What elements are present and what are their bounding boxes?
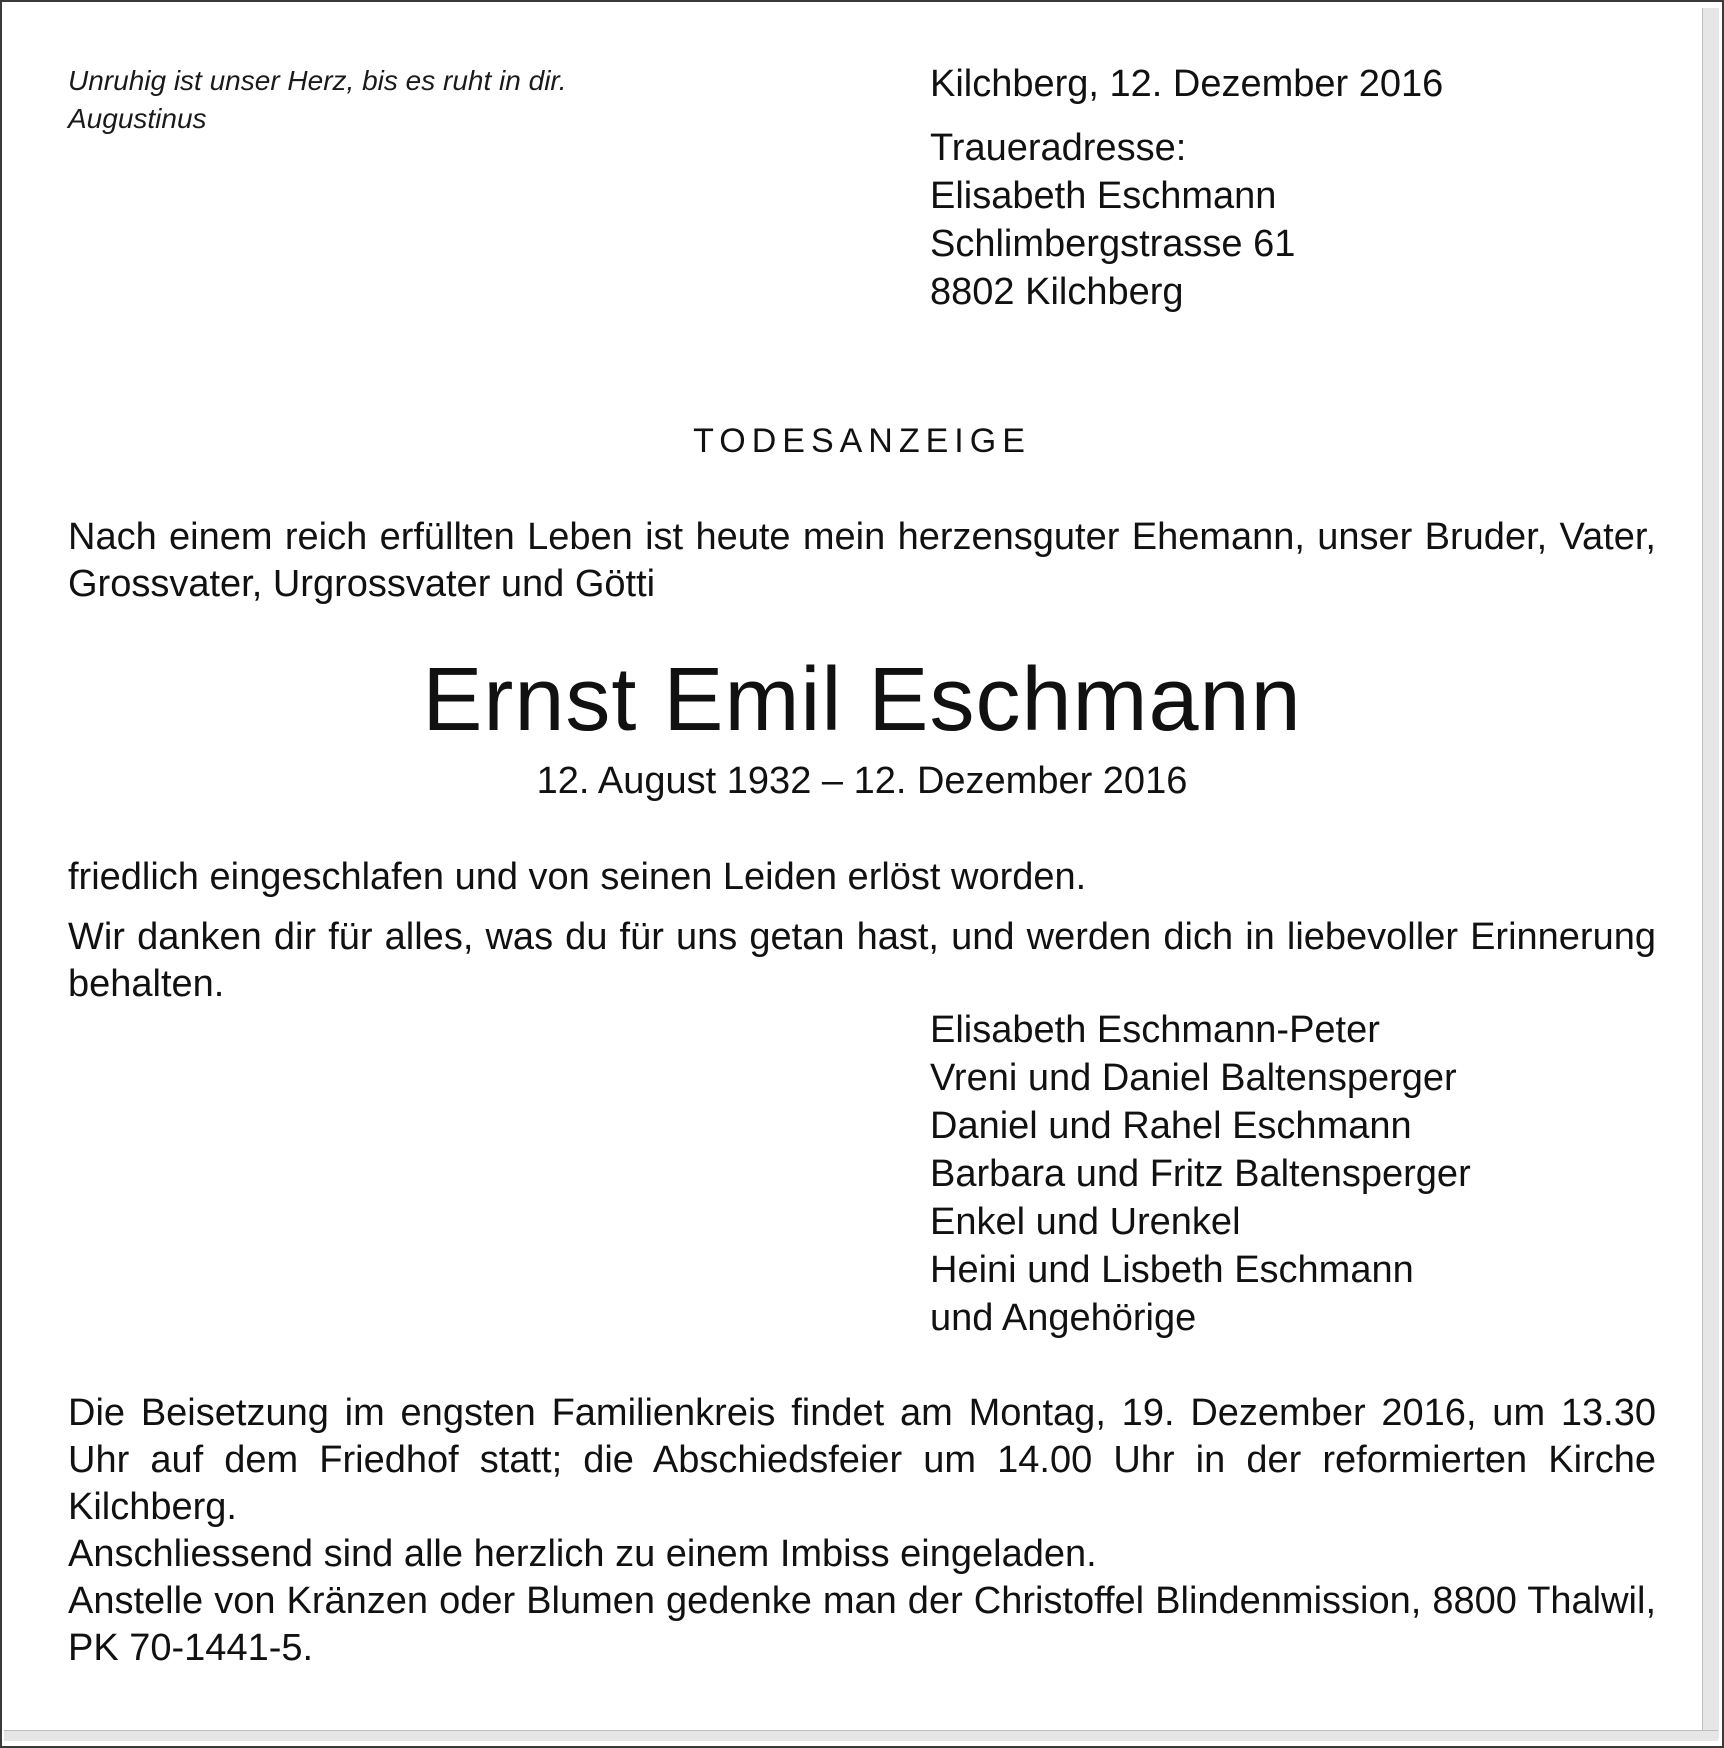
notice-heading: TODESANZEIGE [693,422,1031,460]
passing-paragraph: friedlich eingeschlafen und von seinen Leiden erlöst worden. [68,856,1087,898]
quote-text: Unruhig ist unser Herz, bis es ruht in dir. [68,65,567,96]
family-list [930,1006,1471,1342]
family-member: und Angehörige [930,1297,1197,1339]
family-member: Elisabeth Eschmann-Peter [930,1009,1380,1051]
address-name: Elisabeth Eschmann [930,175,1277,217]
address-city: 8802 Kilchberg [930,271,1184,313]
funeral-details [68,1390,1656,1672]
funeral-invitation: Anschliessend sind alle herzlich zu einem Imbiss eingeladen. [68,1533,1097,1575]
family-member: Daniel und Rahel Eschmann [930,1105,1412,1147]
life-dates: 12. August 1932 – 12. Dezember 2016 [536,760,1188,802]
intro-paragraph: Nach einem reich erfüllten Leben ist heute mein herzensguter Ehemann, unser Bruder, Vater, Grossvater, Urgrossvater und Götti [68,516,1656,605]
family-member: Heini und Lisbeth Eschmann [930,1249,1414,1291]
mourning-address [930,124,1295,316]
funeral-donation: Anstelle von Kränzen oder Blumen gedenke man der Christoffel Blindenmission, 8800 Thalwil, PK 70-1441-5. [68,1580,1656,1669]
family-member: Barbara und Fritz Baltensperger [930,1153,1471,1195]
epigraph-quote [68,62,567,138]
page-shadow-bottom [4,1730,1718,1741]
address-street: Schlimbergstrasse 61 [930,223,1296,265]
deceased-name: Ernst Emil Eschmann [422,650,1302,750]
address-label: Traueradresse: [930,127,1187,169]
funeral-ceremony: Die Beisetzung im engsten Familienkreis findet am Montag, 19. Dezember 2016, um 13.30 Uhr auf dem Friedhof statt; die Abschiedsfeier um 14.00 Uhr in der reformierten Kirche Kilchberg. [68,1392,1656,1528]
page-shadow-right [1702,8,1719,1738]
quote-author: Augustinus [68,103,207,134]
place-date: Kilchberg, 12. Dezember 2016 [930,63,1444,105]
family-member: Vreni und Daniel Baltensperger [930,1057,1457,1099]
family-member: Enkel und Urenkel [930,1201,1241,1243]
thanks-paragraph: Wir danken dir für alles, was du für uns getan hast, und werden dich in liebevoller Erinnerung behalten. [68,916,1656,1005]
